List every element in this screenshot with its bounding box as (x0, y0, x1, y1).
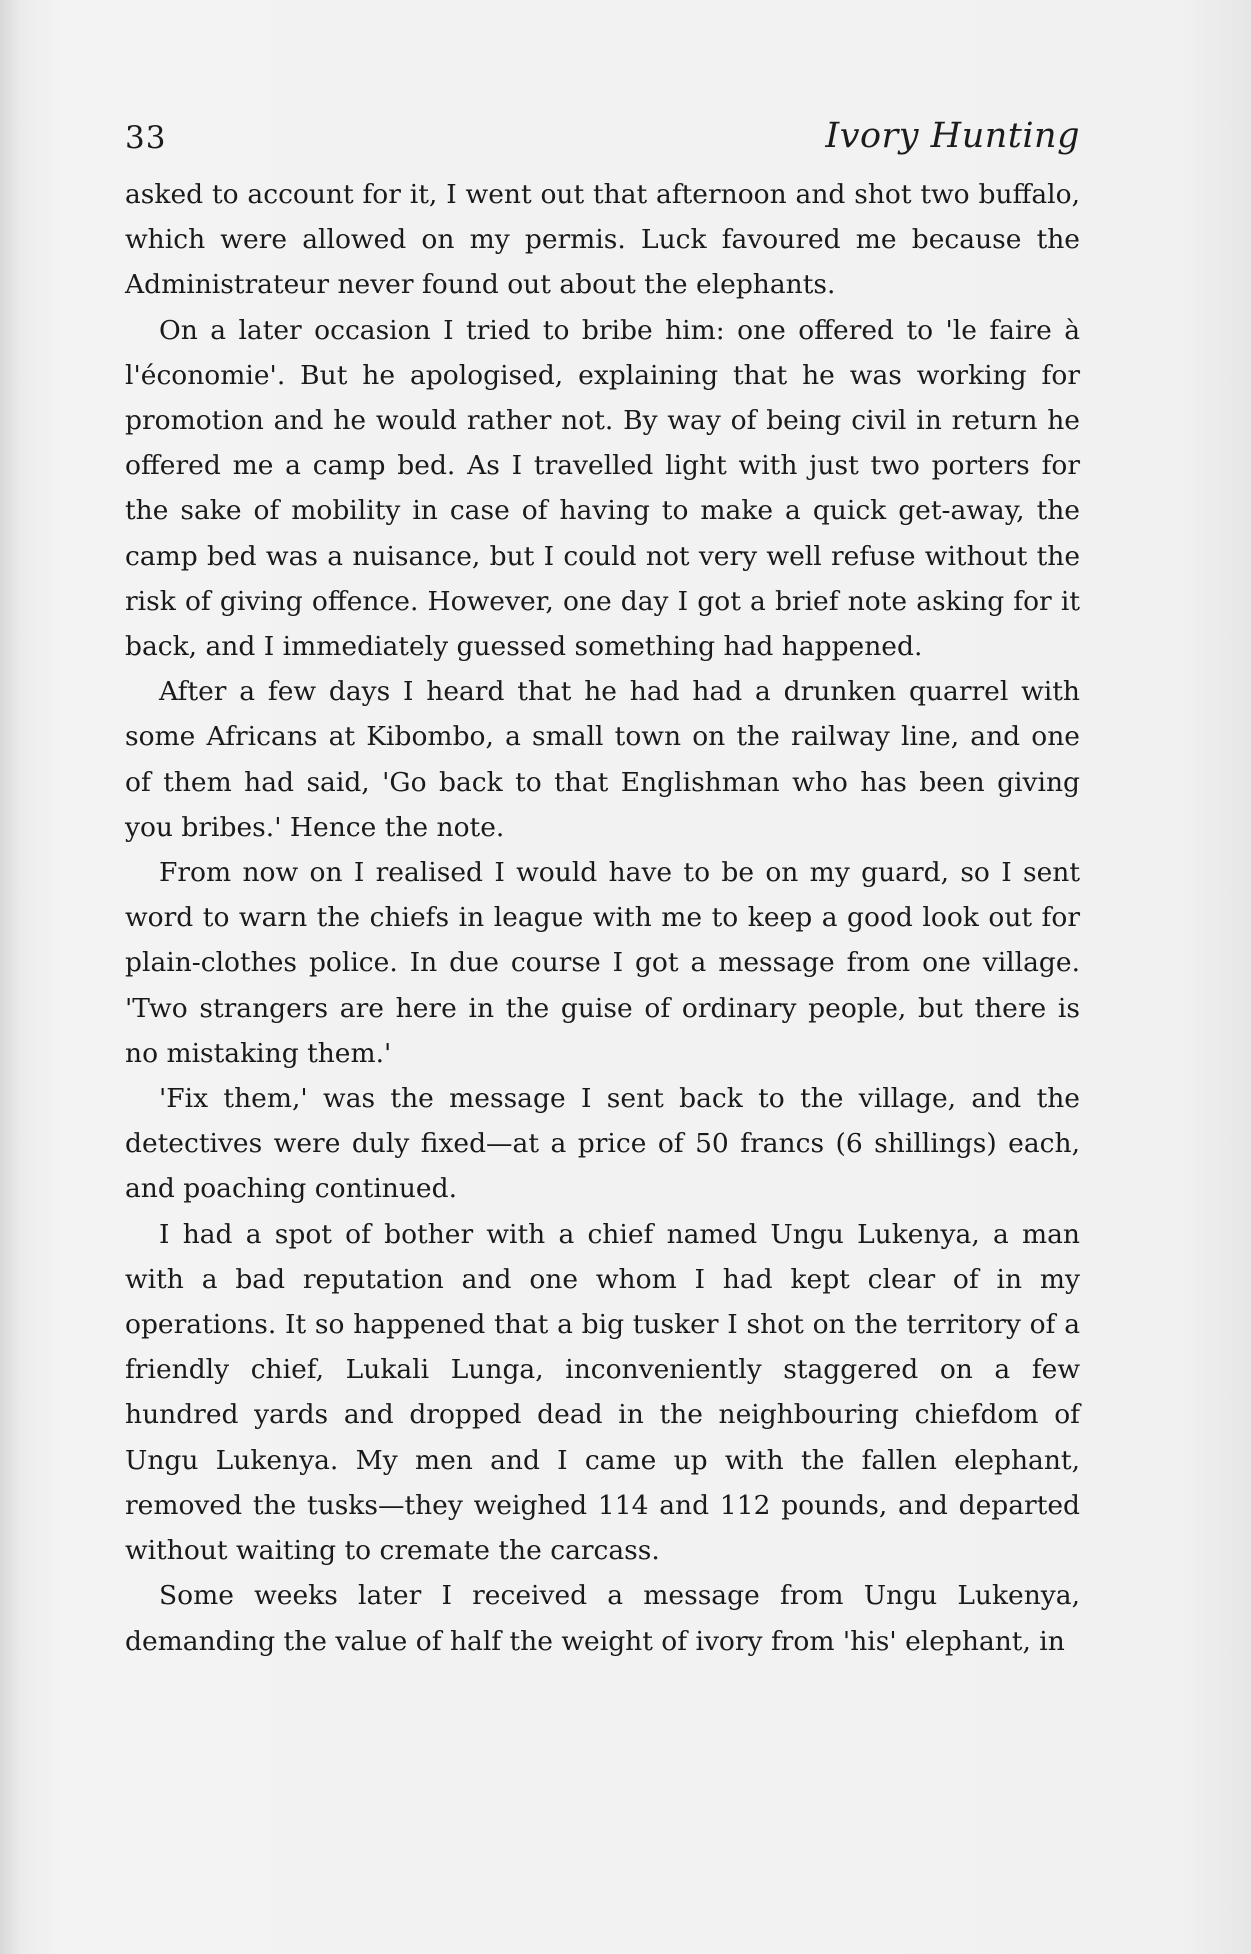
running-head: Ivory Hunting (825, 116, 1080, 156)
paragraph: On a later occasion I tried to bribe him: one offered to 'le faire à l'économie'. But he apologised, explaining that he was working for promotion and he would rather not. By way of being civil in return he offered me a camp bed. As I travelled light with just two porters for the sake of mobility in case of having to make a quick get-away, the camp bed was a nuisance, but I could not very well refuse without the risk of giving offence. However, one day I got a brief note asking for it back, and I immediately guessed something had happened. (125, 314, 1080, 663)
paragraph: I had a spot of bother with a chief named Ungu Lukenya, a man with a bad reputation and one whom I had kept clear of in my operations. It so happened that a big tusker I shot on the territory of a friendly chief, Lukali Lunga, inconveniently staggered on a few hundred yards and dropped dead in the neighbouring chiefdom of Ungu Lukenya. My men and I came up with the fallen elephant, removed the tusks—they weighed 114 and 112 pounds, and departed without waiting to cremate the carcass. (125, 1218, 1080, 1567)
paragraph: From now on I realised I would have to be on my guard, so I sent word to warn the chiefs in league with me to keep a good look out for plain-clothes police. In due course I got a message from one village. 'Two strangers are here in the guise of ordinary people, but there is no mistaking them.' (125, 857, 1080, 1069)
page-header (125, 116, 1080, 176)
paragraph: After a few days I heard that he had had a drunken quarrel with some Africans at Kibombo, a small town on the railway line, and one of them had said, 'Go back to that Englishman who has been giving you bribes.' Hence the note. (125, 676, 1080, 843)
paragraph: asked to account for it, I went out that afternoon and shot two buffalo, which were allowed on my permis. Luck favoured me because the Administrateur never found out about the elephants. (125, 179, 1080, 301)
body-text (125, 172, 1080, 1664)
paragraph: 'Fix them,' was the message I sent back to the village, and the detectives were duly fixed—at a price of 50 francs (6 shillings) each, and poaching continued. (125, 1083, 1080, 1205)
paragraph: Some weeks later I received a message from Ungu Lukenya, demanding the value of half the weight of ivory from 'his' elephant, in (125, 1580, 1080, 1657)
page-number: 33 (125, 120, 167, 156)
